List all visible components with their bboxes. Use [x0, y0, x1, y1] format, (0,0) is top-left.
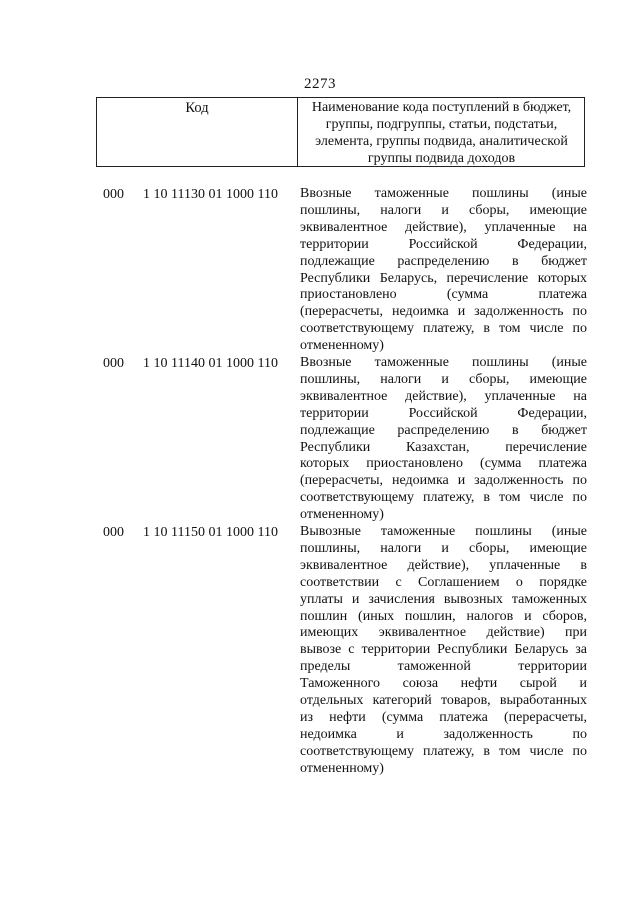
budget-code: 1 10 11150 01 1000 110 — [143, 525, 278, 540]
admin-code: 000 — [103, 525, 124, 540]
header-name-line: элемента, группы подвида, аналитической — [315, 134, 568, 149]
admin-code: 000 — [103, 356, 124, 371]
description-line: Республики Беларусь, перечисление которых — [300, 270, 587, 286]
description-line: территории Российской Федерации, — [300, 236, 587, 252]
description-line: Таможенного союза нефти сырой и — [300, 676, 587, 692]
description-line: вывозе с территории Республики Беларусь за — [300, 642, 587, 658]
row-description — [300, 355, 587, 524]
header-divider — [297, 98, 298, 166]
table-header — [96, 97, 585, 167]
description-line: отдельных категорий товаров, выработанных — [300, 693, 587, 709]
description-line: (перерасчеты, недоимка и задолженность по — [300, 473, 587, 489]
description-line: недоимка и задолженность по — [300, 726, 587, 742]
description-line: отмененному) — [300, 338, 384, 354]
description-line: Вывозные таможенные пошлины (иные — [300, 524, 587, 539]
description-line: пошлины, налоги и сборы, имеющие — [300, 371, 587, 387]
header-name-label — [300, 99, 583, 167]
description-line: отмененному) — [300, 760, 384, 776]
description-line: эквивалентное действие), уплаченные на — [300, 388, 587, 404]
description-line: подлежащие распределению в бюджет — [300, 253, 587, 269]
header-name-line: Наименование кода поступлений в бюджет, — [311, 100, 572, 115]
description-line: подлежащие распределению в бюджет — [300, 422, 587, 438]
description-line: (перерасчеты, недоимка и задолженность по — [300, 304, 587, 320]
description-line: имеющих эквивалентное действие) при — [300, 625, 587, 641]
description-line: отмененному) — [300, 507, 384, 523]
page-number: 2273 — [304, 76, 336, 92]
description-line: которых приостановлено (сумма платежа — [300, 456, 587, 472]
description-line: Ввозные таможенные пошлины (иные — [300, 355, 587, 370]
description-line: Республики Казахстан, перечисление — [300, 439, 587, 455]
description-line: эквивалентное действие), уплаченные в — [300, 557, 587, 573]
row-description — [300, 524, 587, 778]
description-line: уплаты и зачисления вывозных таможенных — [300, 591, 587, 607]
description-line: эквивалентное действие), уплаченные на — [300, 219, 587, 235]
description-line: территории Российской Федерации, — [300, 405, 587, 421]
description-line: пошлины, налоги и сборы, имеющие — [300, 540, 587, 556]
admin-code: 000 — [103, 187, 124, 202]
description-line: Ввозные таможенные пошлины (иные — [300, 186, 587, 201]
description-line: пошлины, налоги и сборы, имеющие — [300, 202, 587, 218]
description-line: из нефти (сумма платежа (перерасчеты, — [300, 709, 587, 725]
description-line: соответствующему платежу, в том числе по — [300, 743, 587, 759]
description-line: соответствующему платежу, в том числе по — [300, 490, 587, 506]
description-line: приостановлено (сумма платежа — [300, 287, 587, 303]
description-line: соответствии с Соглашением о порядке — [300, 574, 587, 590]
budget-code: 1 10 11140 01 1000 110 — [143, 356, 278, 371]
budget-code: 1 10 11130 01 1000 110 — [143, 187, 278, 202]
description-line: соответствующему платежу, в том числе по — [300, 321, 587, 337]
header-name-line: группы, подгруппы, статьи, подстатьи, — [325, 117, 558, 132]
header-name-line: группы подвида доходов — [367, 151, 516, 166]
description-line: пошлин (иных пошлин, налогов и сборов, — [300, 608, 587, 624]
description-line: пределы таможенной территории — [300, 659, 587, 675]
row-description — [300, 186, 587, 355]
header-code-label: Код — [185, 100, 209, 116]
